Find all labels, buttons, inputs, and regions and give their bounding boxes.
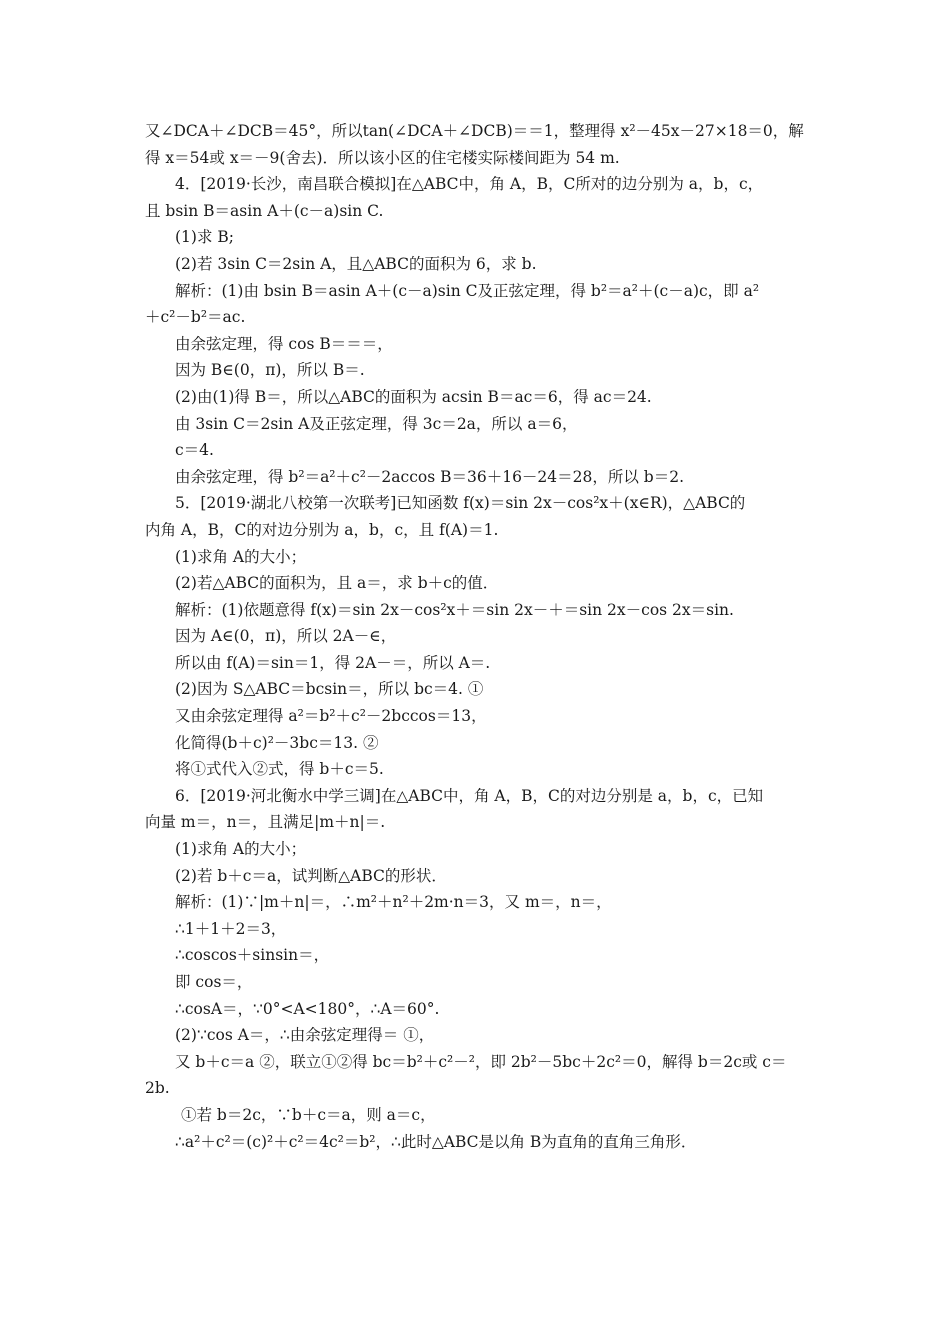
document-page	[145, 118, 810, 1155]
text-line: 向量 m＝，n＝，且满足|m＋n|＝.	[145, 813, 386, 832]
text-line: 6．[2019·河北衡水中学三调]在△ABC中，角 A，B，C的对边分别是 a，b，c，已知	[175, 786, 764, 805]
text-line: 解析：(1)依题意得 f(x)＝sin 2x－cos²x＋＝sin 2x－＋＝sin 2x－cos 2x＝sin.	[175, 600, 734, 619]
text-line: ∴cosA＝，∵0°<A<180°，∴A＝60°.	[175, 999, 440, 1018]
text-line: 化简得(b＋c)²－3bc＝13. ②	[175, 733, 379, 752]
text-line: 内角 A，B，C的对边分别为 a，b，c，且 f(A)＝1.	[145, 520, 499, 539]
text-line: 由余弦定理，得 b²＝a²＋c²－2accos B＝36＋16－24＝28，所以 b＝2.	[175, 467, 685, 486]
text-line: ∴coscos＋sinsin＝，	[175, 946, 330, 965]
text-line: (2)若△ABC的面积为，且 a＝，求 b＋c的值．	[175, 574, 499, 593]
text-line: ①若 b＝2c，∵b＋c＝a，则 a＝c，	[181, 1105, 436, 1124]
text-line: (2)∵cos A＝，∴由余弦定理得＝ ①，	[175, 1026, 435, 1045]
text-line: 即 cos＝，	[175, 973, 253, 991]
text-line: c＝4.	[175, 441, 214, 460]
text-line: (2)由(1)得 B＝，所以△ABC的面积为 acsin B＝ac＝6，得 ac＝24.	[175, 387, 652, 406]
text-line: (2)因为 S△ABC＝bcsin＝，所以 bc＝4. ①	[175, 680, 484, 699]
text-line: 5．[2019·湖北八校第一次联考]已知函数 f(x)＝sin 2x－cos²x＋(x∈R)，△ABC的	[175, 494, 746, 513]
text-line: (1)求 B;	[175, 228, 234, 247]
text-line: 又 b＋c＝a ②，联立①②得 bc＝b²＋c²－²，即 2b²－5bc＋2c²＝0，解得 b＝2c或 c＝	[175, 1052, 787, 1071]
text-line: 所以由 f(A)＝sin＝1，得 2A－＝，所以 A＝.	[175, 653, 491, 672]
text-line: (2)若 3sin C＝2sin A，且△ABC的面积为 6，求 b.	[175, 254, 537, 273]
text-line: 因为 A∈(0，π)，所以 2A－∈，	[175, 627, 397, 646]
text-line: 又由余弦定理得 a²＝b²＋c²－2bccos＝13，	[175, 707, 487, 726]
text-line: 将①式代入②式，得 b＋c＝5.	[175, 760, 384, 779]
text-line: 因为 B∈(0，π)，所以 B＝.	[175, 361, 365, 380]
text-line: 且 bsin B＝asin A＋(c－a)sin C.	[145, 201, 384, 220]
text-line: (1)求角 A的大小；	[175, 840, 307, 859]
text-line: ∴1＋1＋2＝3，	[175, 919, 287, 938]
text-line: (1)求角 A的大小；	[175, 547, 307, 566]
text-line: ＋c²－b²＝ac.	[145, 308, 246, 327]
text-line: 解析：(1)∵|m＋n|＝，∴m²＋n²＋2m·n＝3，又 m＝，n＝，	[175, 893, 612, 912]
text-line: 得 x＝54或 x＝－9(舍去)．所以该小区的住宅楼实际楼间距为 54 m.	[145, 148, 620, 167]
text-line: 又∠DCA＋∠DCB＝45°，所以tan(∠DCA＋∠DCB)＝＝1，整理得 x²－45x－27×18＝0，解	[145, 122, 804, 140]
text-line: (2)若 b＋c＝a，试判断△ABC的形状．	[175, 866, 447, 885]
text-line: 由 3sin C＝2sin A及正弦定理，得 3c＝2a，所以 a＝6，	[175, 414, 578, 433]
text-line: 由余弦定理，得 cos B＝＝＝，	[175, 334, 393, 353]
text-line: 2b.	[145, 1079, 170, 1098]
text-line: ∴a²＋c²＝(c)²＋c²＝4c²＝b²，∴此时△ABC是以角 B为直角的直角三角形．	[175, 1132, 697, 1151]
text-line: 解析：(1)由 bsin B＝asin A＋(c－a)sin C及正弦定理，得 b²＝a²＋(c－a)c，即 a²	[175, 281, 760, 300]
text-line: 4．[2019·长沙，南昌联合模拟]在△ABC中，角 A，B，C所对的边分别为 a，b，c，	[175, 175, 764, 194]
